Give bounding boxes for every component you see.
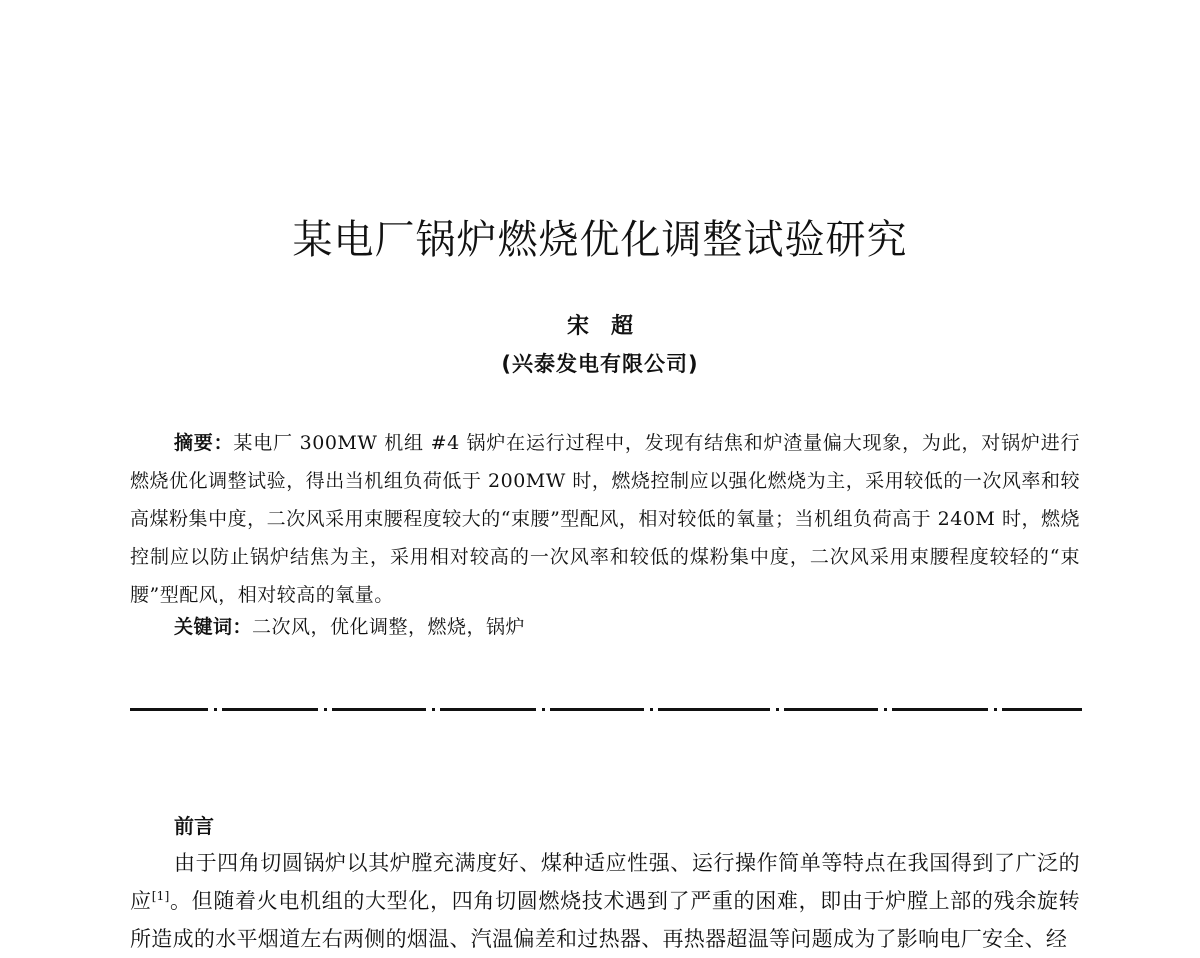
paper-title: 某电厂锅炉燃烧优化调整试验研究 <box>292 217 908 263</box>
section-divider <box>130 708 1082 711</box>
paper-affiliation: (兴泰发电有限公司) <box>501 352 699 376</box>
intro-paragraph <box>130 844 1080 958</box>
intro-text-part2: 。但随着火电机组的大型化，四角切圆燃烧技术遇到了严重的困难，即由于炉膛上部的残余旋转所造成的水平烟道左右两侧的烟温、汽温偏差和过热器、再热器超温等问题成为了影响电厂安全、经 <box>130 889 1080 951</box>
paper-author: 宋超 <box>566 314 655 339</box>
citation-marker: [1] <box>151 889 170 903</box>
section-heading: 前言 <box>174 814 214 838</box>
keywords-line <box>174 612 525 642</box>
keywords-text: 二次风，优化调整，燃烧，锅炉 <box>252 616 526 638</box>
intro-text-part1: 由于四角切圆锅炉以其炉膛充满度好、煤种适应性强、运行操作简单等特点在我国得到了广泛的应 <box>130 851 1080 913</box>
abstract-text: 某电厂 300MW 机组 #4 锅炉在运行过程中，发现有结焦和炉渣量偏大现象，为此，对锅炉进行燃烧优化调整试验，得出当机组负荷低于 200MW 时，燃烧控制应以强化燃烧为主，采用较低的一次风率和较高煤粉集中度，二次风采用束腰程度较大的“束腰”型配风，相对较低的氧量；当机组负荷高于 240M 时，燃烧控制应以防止锅炉结焦为主，采用相对较高的一次风率和较低的煤粉集中度，二次风采用束腰程度较轻的“束腰”型配风，相对较高的氧量。 <box>130 432 1080 606</box>
abstract-paragraph <box>130 424 1080 614</box>
keywords-label: 关键词： <box>174 616 253 638</box>
abstract-label: 摘要： <box>174 432 234 454</box>
